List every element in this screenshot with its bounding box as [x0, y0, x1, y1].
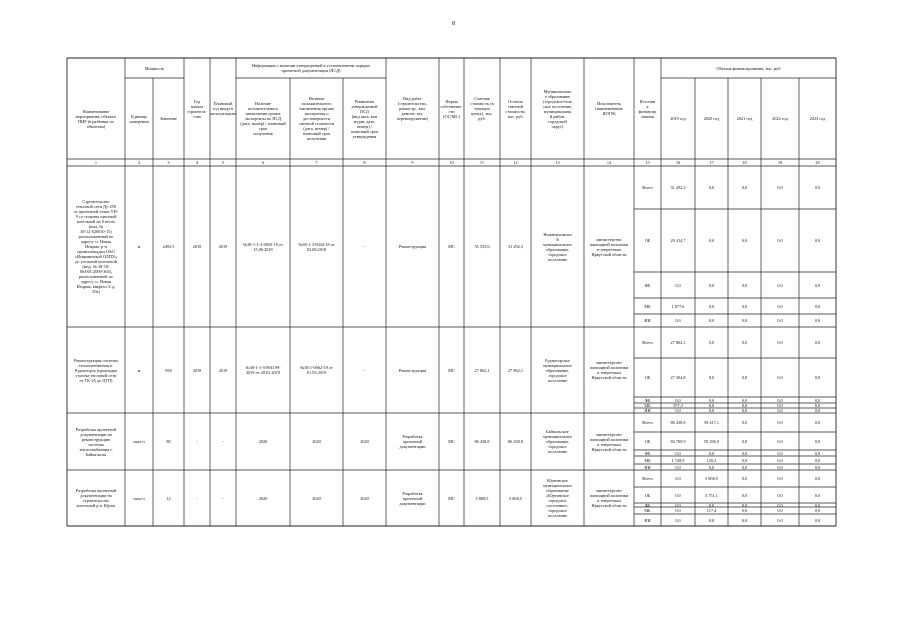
- funding-value: 0,0: [777, 508, 783, 513]
- header-ownership: Форма собственно- сти (ОС/МС): [440, 98, 463, 119]
- funding-value: 0,0: [741, 502, 748, 508]
- funding-value: 0,0: [675, 517, 681, 523]
- funding-value: 0,0: [708, 340, 715, 345]
- column-number: 6: [261, 160, 265, 165]
- header-year: 2021 год: [736, 116, 753, 121]
- funding-value: 0,0: [741, 185, 748, 190]
- header-approval: Реквизиты утвержденной ПСД (вид акта, кем издан, дата, номер) / плановый срок утверждения: [350, 98, 379, 139]
- funding-value: 29 414,7: [670, 238, 686, 243]
- row-plan: -: [222, 439, 224, 444]
- funding-value: 0,0: [777, 517, 783, 523]
- row-cost-expert: №38-1-3-0044-18 от 02.08.2018: [298, 241, 335, 252]
- funding-value: 0,0: [675, 318, 681, 323]
- funding-value: 0,0: [708, 397, 715, 403]
- row-work: Разработка проектной документации: [399, 490, 426, 506]
- row-remaining: 5 868,5: [509, 495, 522, 501]
- funding-value: 0,0: [675, 492, 681, 498]
- row-approval: -: [363, 367, 366, 373]
- funding-value: 0,0: [741, 492, 748, 498]
- column-number: 18: [742, 160, 747, 165]
- funding-value: 59 296,9: [703, 438, 720, 444]
- funding-value: 0,0: [814, 340, 821, 345]
- funding-value: 27 862,1: [670, 340, 686, 345]
- row-muni: Юртинское муниципальное образование «Юртинское городское поселение», городское поселение: [543, 478, 572, 518]
- funding-source: ФБ: [644, 450, 651, 456]
- header-plan-year: Плановый год ввода в эксплуатацию: [210, 101, 236, 116]
- funding-value: 0,0: [708, 450, 715, 456]
- funding-source: ОБ: [644, 238, 651, 243]
- row-estimate: 55 555,6: [474, 244, 490, 249]
- column-number: 7: [315, 160, 318, 165]
- funding-source: ФБ: [644, 282, 651, 288]
- row-cost-expert: №38-1-0062-19 от 01.03.2019: [300, 365, 333, 375]
- funding-value: 0,0: [814, 476, 821, 481]
- column-number: 12: [513, 160, 518, 165]
- row-name: Разработка проектной документации на реконструкцию системы теплоснабжения г. Байкальска: [75, 426, 117, 457]
- funding-value: 0,0: [741, 303, 748, 309]
- funding-source: ИИ: [644, 408, 651, 413]
- funding-value: 0,0: [741, 340, 748, 345]
- funding-value: 0,0: [675, 408, 681, 413]
- funding-value: 0,0: [777, 403, 783, 408]
- funding-value: 0,0: [814, 238, 821, 243]
- funding-value: 0,0: [675, 464, 681, 470]
- column-number: 15: [645, 160, 650, 165]
- header-executor: Исполнитель (наименование ИОГВ): [595, 101, 623, 116]
- row-work: Реконструкция: [398, 367, 427, 373]
- funding-value: 0,0: [777, 476, 783, 481]
- column-number: 14: [606, 160, 612, 165]
- funding-value: 0,0: [814, 502, 821, 508]
- funding-value: 0,0: [675, 397, 681, 403]
- header-name: Наименование мероприятия, объекта, ПИР (в разбивке по объектам): [75, 108, 117, 129]
- funding-value: 0,0: [777, 282, 783, 288]
- funding-value: 0,0: [814, 282, 821, 288]
- funding-value: 0,0: [741, 450, 748, 456]
- funding-value: 0,0: [777, 408, 783, 413]
- row-value: 950: [165, 367, 172, 373]
- header-expert: Наличие положительного заключения органа экспертизы по ПСД (дата, номер) / плановый срок получения: [240, 101, 286, 136]
- funding-value: 0,0: [777, 340, 783, 345]
- header-year: 2020 год: [703, 116, 720, 121]
- funding-value: 0,0: [708, 318, 715, 323]
- row-unit: гкал/ч: [133, 439, 145, 444]
- funding-value: 0,0: [741, 282, 748, 288]
- funding-source: МБ: [644, 303, 651, 309]
- funding-value: 0,0: [708, 502, 715, 508]
- funding-source: Всего: [642, 185, 653, 190]
- funding-value: 31 292,3: [670, 185, 686, 190]
- funding-value: 0,0: [777, 318, 783, 323]
- row-remaining: 27 862,1: [507, 367, 524, 373]
- funding-value: 117,4: [706, 508, 717, 513]
- row-expert: №38-1-1-3-004199- 2019 от 28.02.2019: [245, 365, 281, 375]
- funding-value: 0,0: [708, 185, 715, 190]
- funding-value: 0,0: [741, 397, 748, 403]
- funding-value: 0,0: [777, 450, 783, 456]
- row-estimate: 86 438,8: [474, 439, 490, 444]
- row-value: 80: [166, 439, 171, 444]
- funding-value: 1 877,6: [671, 303, 685, 309]
- row-cost-expert: 2020: [312, 439, 321, 444]
- row-start: 2018: [192, 244, 202, 249]
- column-number: 3: [167, 160, 170, 165]
- row-muni: Байкальское муниципальное образование, городское поселение: [543, 429, 572, 454]
- column-number: 16: [675, 160, 681, 165]
- header-value: Значение: [160, 116, 177, 121]
- row-estimate: 5 868,5: [475, 495, 489, 501]
- funding-value: 0,0: [708, 408, 715, 413]
- funding-value: 0,0: [777, 438, 783, 444]
- column-number: 9: [411, 160, 414, 165]
- row-muni: Рудногорское муниципальное образование, городское поселение: [543, 357, 572, 383]
- funding-value: 0,0: [708, 517, 715, 523]
- funding-value: 0,0: [708, 303, 715, 309]
- row-own: МС: [448, 367, 455, 373]
- row-estimate: 27 862,1: [474, 367, 490, 373]
- header-remaining: Остаток сметной стоимости, тыс. руб.: [505, 98, 526, 119]
- funding-value: 5 868,5: [705, 476, 718, 481]
- row-cost-expert: 2020: [312, 495, 321, 501]
- funding-value: 0,0: [777, 464, 783, 470]
- row-work: Реконструкция: [398, 244, 427, 249]
- funding-source: ОБ: [644, 492, 651, 498]
- row-name: Разработка проектной документации на строительство котельной р.п. Юрты: [75, 488, 117, 508]
- funding-value: 0,0: [741, 238, 748, 243]
- row-own: МС: [448, 495, 455, 501]
- column-number: 20: [815, 160, 820, 165]
- funding-value: 0,0: [741, 476, 748, 481]
- funding-value: 0,0: [777, 502, 783, 508]
- row-plan: 2019: [218, 367, 228, 373]
- header-year: 2023 год: [809, 116, 826, 121]
- funding-value: 0,0: [777, 397, 783, 403]
- column-number: 2: [137, 160, 141, 165]
- row-expert: 2020: [258, 495, 268, 501]
- funding-value: 1 728,9: [671, 457, 685, 463]
- row-name: Реконструкция системы теплоснабжения п. Рудногорск (прокладка участка тепловой сети от ТК-25 до ЦТП): [74, 357, 118, 383]
- funding-value: 0,0: [675, 476, 681, 481]
- header-work-type: Вид работ (строительство, реконстр., кап. ремонт, тех. перевооружение): [396, 96, 429, 121]
- funding-value: 0,0: [777, 238, 783, 243]
- row-exec: министерство жилищной политики и энергетики Иркутской области: [589, 360, 629, 380]
- funding-value: 0,0: [814, 492, 821, 498]
- funding-source: МБ: [644, 457, 651, 463]
- header-unit: Единица измерения: [129, 113, 149, 124]
- header-year: 2019 год: [670, 116, 686, 121]
- funding-value: 0,0: [708, 282, 715, 288]
- funding-value: 0,0: [741, 457, 748, 463]
- row-approval: 2020: [360, 495, 369, 501]
- funding-value: 0,0: [675, 508, 681, 513]
- row-expert: №38-1-1-3-0050-18 от 15.06.2018: [243, 241, 283, 252]
- row-exec: министерство жилищной политики и энергетики Иркутской области: [589, 236, 629, 257]
- funding-value: 120,2: [706, 457, 717, 463]
- row-muni: Нижнеилимски й муниципальное образование, городское поселение: [543, 231, 572, 262]
- header-cost-expert: Наличие положительного заключения органа экспертизы о достоверности сметной стоимости (дата, номер) / плановый срок получения: [298, 96, 335, 141]
- row-own: МС: [448, 439, 455, 444]
- funding-value: 0,0: [708, 375, 715, 380]
- funding-source: ИИ: [644, 318, 651, 323]
- funding-value: 0,0: [777, 492, 783, 498]
- funding-source: ФБ: [644, 502, 651, 508]
- header-capacity: Мощность: [144, 65, 165, 71]
- header-source: Источни к финансир ования: [638, 98, 657, 119]
- funding-value: 0,0: [741, 408, 748, 413]
- funding-value: 0,0: [741, 464, 748, 470]
- header-docs-group: Информация о наличии утвержденной в установленном порядке проектной документации (ПСД): [251, 63, 371, 73]
- column-number: 17: [709, 160, 714, 165]
- funding-value: 0,0: [675, 282, 681, 288]
- header-funding-group: Объемы финансирования, тыс. руб: [716, 65, 781, 71]
- funding-value: 0,0: [777, 375, 783, 380]
- header-year: 2022 год: [772, 116, 788, 121]
- funding-value: 0,0: [814, 403, 821, 408]
- row-plan: 2019: [218, 244, 228, 249]
- column-number: 10: [449, 160, 454, 165]
- funding-value: 0,0: [814, 185, 821, 190]
- row-start: 2018: [192, 367, 202, 373]
- header-municipality: Муниципально е образование (городское/сель ское поселение, муниципальны й район, городской округ): [542, 88, 572, 129]
- funding-source: Всего: [642, 476, 653, 481]
- column-number: 8: [363, 160, 366, 165]
- funding-value: 0,0: [708, 403, 715, 408]
- funding-value: 86 438,8: [670, 420, 686, 425]
- funding-value: 27 304,8: [670, 375, 686, 380]
- row-exec: министерство жилищной политики и энергетики Иркутской области: [589, 488, 629, 508]
- funding-source: ОБ: [644, 438, 651, 444]
- funding-source: ИИ: [644, 517, 651, 523]
- funding-value: 0,0: [814, 397, 821, 403]
- funding-source: МБ: [644, 403, 651, 408]
- funding-value: 0,0: [814, 508, 821, 513]
- column-number: 1: [94, 160, 98, 165]
- row-plan: -: [222, 495, 224, 501]
- page-number: 8: [452, 21, 455, 27]
- row-remaining: 86 438,8: [507, 439, 524, 444]
- funding-value: 0,0: [814, 303, 821, 309]
- funding-value: 0,0: [814, 517, 821, 523]
- funding-value: 0,0: [708, 238, 715, 243]
- row-own: МС: [448, 244, 455, 249]
- funding-value: 59 417,1: [703, 420, 720, 425]
- row-start: -: [196, 495, 198, 501]
- row-work: Разработка проектной документации: [399, 434, 426, 449]
- funding-value: 5 751,1: [705, 492, 718, 498]
- funding-value: 0,0: [814, 420, 821, 425]
- row-remaining: 31 292,3: [507, 244, 524, 249]
- funding-value: 0,0: [741, 403, 748, 408]
- funding-value: 0,0: [814, 464, 821, 470]
- funding-source: ОБ: [644, 375, 651, 380]
- row-approval: -: [363, 244, 366, 249]
- row-value: 12: [166, 495, 171, 501]
- funding-value: 0,0: [814, 375, 821, 380]
- row-unit: гкал/ч: [133, 495, 145, 501]
- column-number: 11: [479, 160, 485, 165]
- funding-source: МБ: [644, 508, 651, 513]
- funding-value: 0,0: [777, 185, 783, 190]
- funding-value: 0,0: [777, 420, 783, 425]
- funding-value: 0,0: [777, 457, 783, 463]
- funding-value: 0,0: [814, 318, 821, 323]
- row-value: 2493,5: [162, 244, 175, 249]
- funding-value: 0,0: [814, 457, 821, 463]
- funding-value: 0,0: [814, 450, 821, 456]
- funding-source: ИИ: [644, 464, 651, 470]
- funding-value: 0,0: [708, 464, 715, 470]
- funding-source: ФБ: [644, 397, 651, 403]
- column-number: 13: [555, 160, 560, 165]
- row-approval: 2020: [360, 439, 369, 444]
- row-start: -: [196, 439, 198, 444]
- funding-value: 0,0: [741, 508, 748, 513]
- funding-source: Всего: [642, 420, 653, 425]
- funding-value: 0,0: [814, 408, 821, 413]
- column-number: 4: [195, 160, 199, 165]
- funding-value: 0,0: [675, 450, 681, 456]
- column-number: 19: [777, 160, 783, 165]
- funding-value: 0,0: [741, 375, 748, 380]
- funding-value: 0,0: [814, 438, 821, 444]
- header-start-year: Год начала строитель- ства: [187, 98, 207, 119]
- funding-source: Всего: [642, 340, 653, 345]
- row-unit: м: [137, 244, 141, 249]
- header-estimate: Сметная стоимость (в текущих ценах), тыс. руб.: [470, 96, 494, 121]
- funding-value: 0,0: [675, 502, 681, 508]
- funding-value: 0,0: [741, 420, 748, 425]
- funding-value: 0,0: [741, 517, 748, 523]
- row-expert: 2020: [258, 439, 268, 444]
- row-unit: м: [137, 367, 141, 373]
- funding-value: 557,3: [673, 403, 683, 408]
- funding-value: 84 709,9: [670, 438, 686, 444]
- funding-value: 0,0: [741, 318, 748, 323]
- funding-value: 0,0: [777, 303, 783, 309]
- column-number: 5: [221, 160, 225, 165]
- row-name: Строительство тепловой сети Ду-250 от проектной точки УП- 9 со стороны щитовой котельной на 8 веспо (инд. № 38-12-020010-15) расположенный по адресу: п. Новая Игирма, р-н промплощадки ОАО «Игирминской ОЛПХ» до угольной котельной (инд. № 38-18- 06/001/2009-304), расположенной по адресу: п. Новая Игирма, квартал 3, д. 29а): [73, 199, 119, 294]
- funding-value: 0,0: [741, 438, 748, 444]
- row-exec: министерство жилищной политики и энергетики Иркутской области: [589, 431, 629, 452]
